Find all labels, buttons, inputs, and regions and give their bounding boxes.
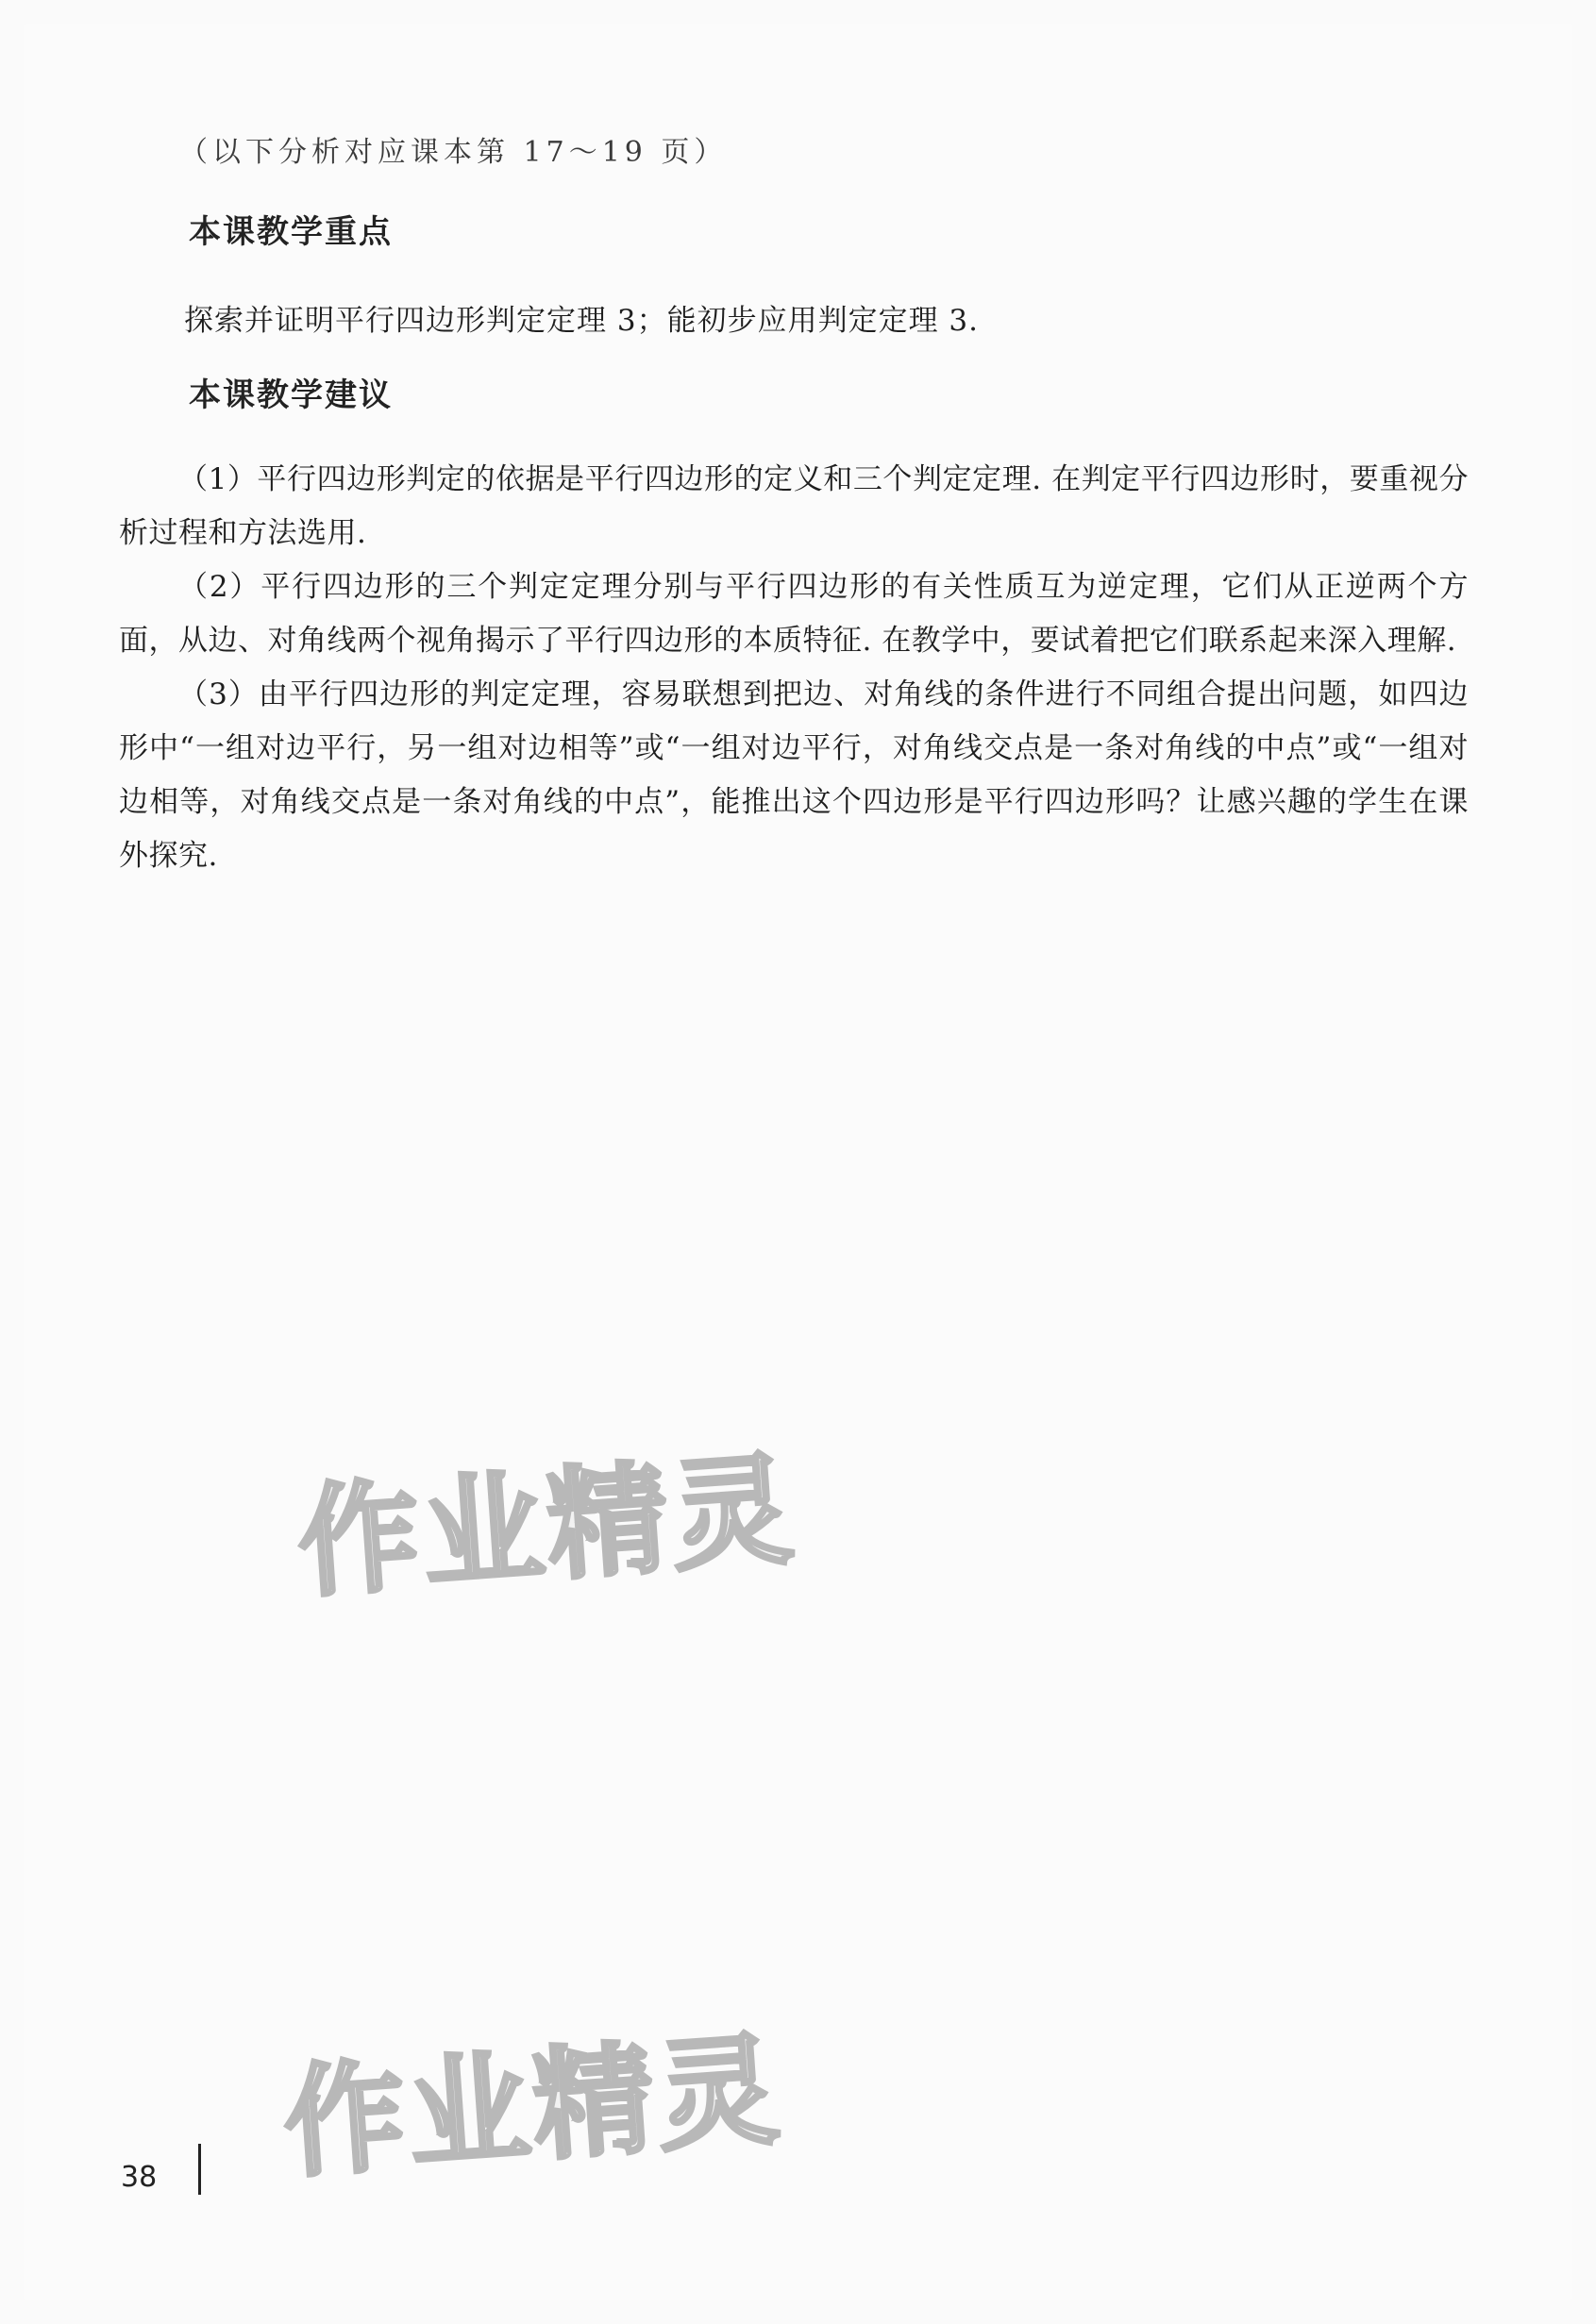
suggestion-paragraph-3: （3）由平行四边形的判定定理，容易联想到把边、对角线的条件进行不同组合提出问题，如四边形中“一组对边平行，另一组对边相等”或“一组对边平行，对角线交点是一条对角线的中点”或“一组对边相等，对角线交点是一条对角线的中点”，能推出这个四边形是平行四边形吗？让感兴趣的学生在课外探究. [119,677,1469,873]
page-surface [24,24,1572,2300]
teaching-focus-text: 探索并证明平行四边形判定定理 3；能初步应用判定定理 3. [184,304,980,338]
page-number-divider [198,2144,201,2195]
suggestion-paragraph-1: （1）平行四边形判定的依据是平行四边形的定义和三个判定定理. 在判定平行四边形时，要重视分析过程和方法选用. [119,462,1469,550]
suggestion-paragraph-2: （2）平行四边形的三个判定定理分别与平行四边形的有关性质互为逆定理，它们从正逆两个方面，从边、对角线两个视角揭示了平行四边形的本质特征. 在教学中，要试着把它们联系起来深入理解. [119,570,1469,658]
watermark-logo: 作业精灵 [279,2019,787,2196]
suggestions-body [119,453,1469,883]
heading-teaching-suggestions: 本课教学建议 [189,376,393,414]
watermark-logo: 作业精灵 [294,1439,801,1615]
page-number: 38 [121,2161,158,2194]
heading-teaching-focus: 本课教学重点 [189,213,393,251]
reference-note: （以下分析对应课本第 17～19 页） [179,136,728,169]
